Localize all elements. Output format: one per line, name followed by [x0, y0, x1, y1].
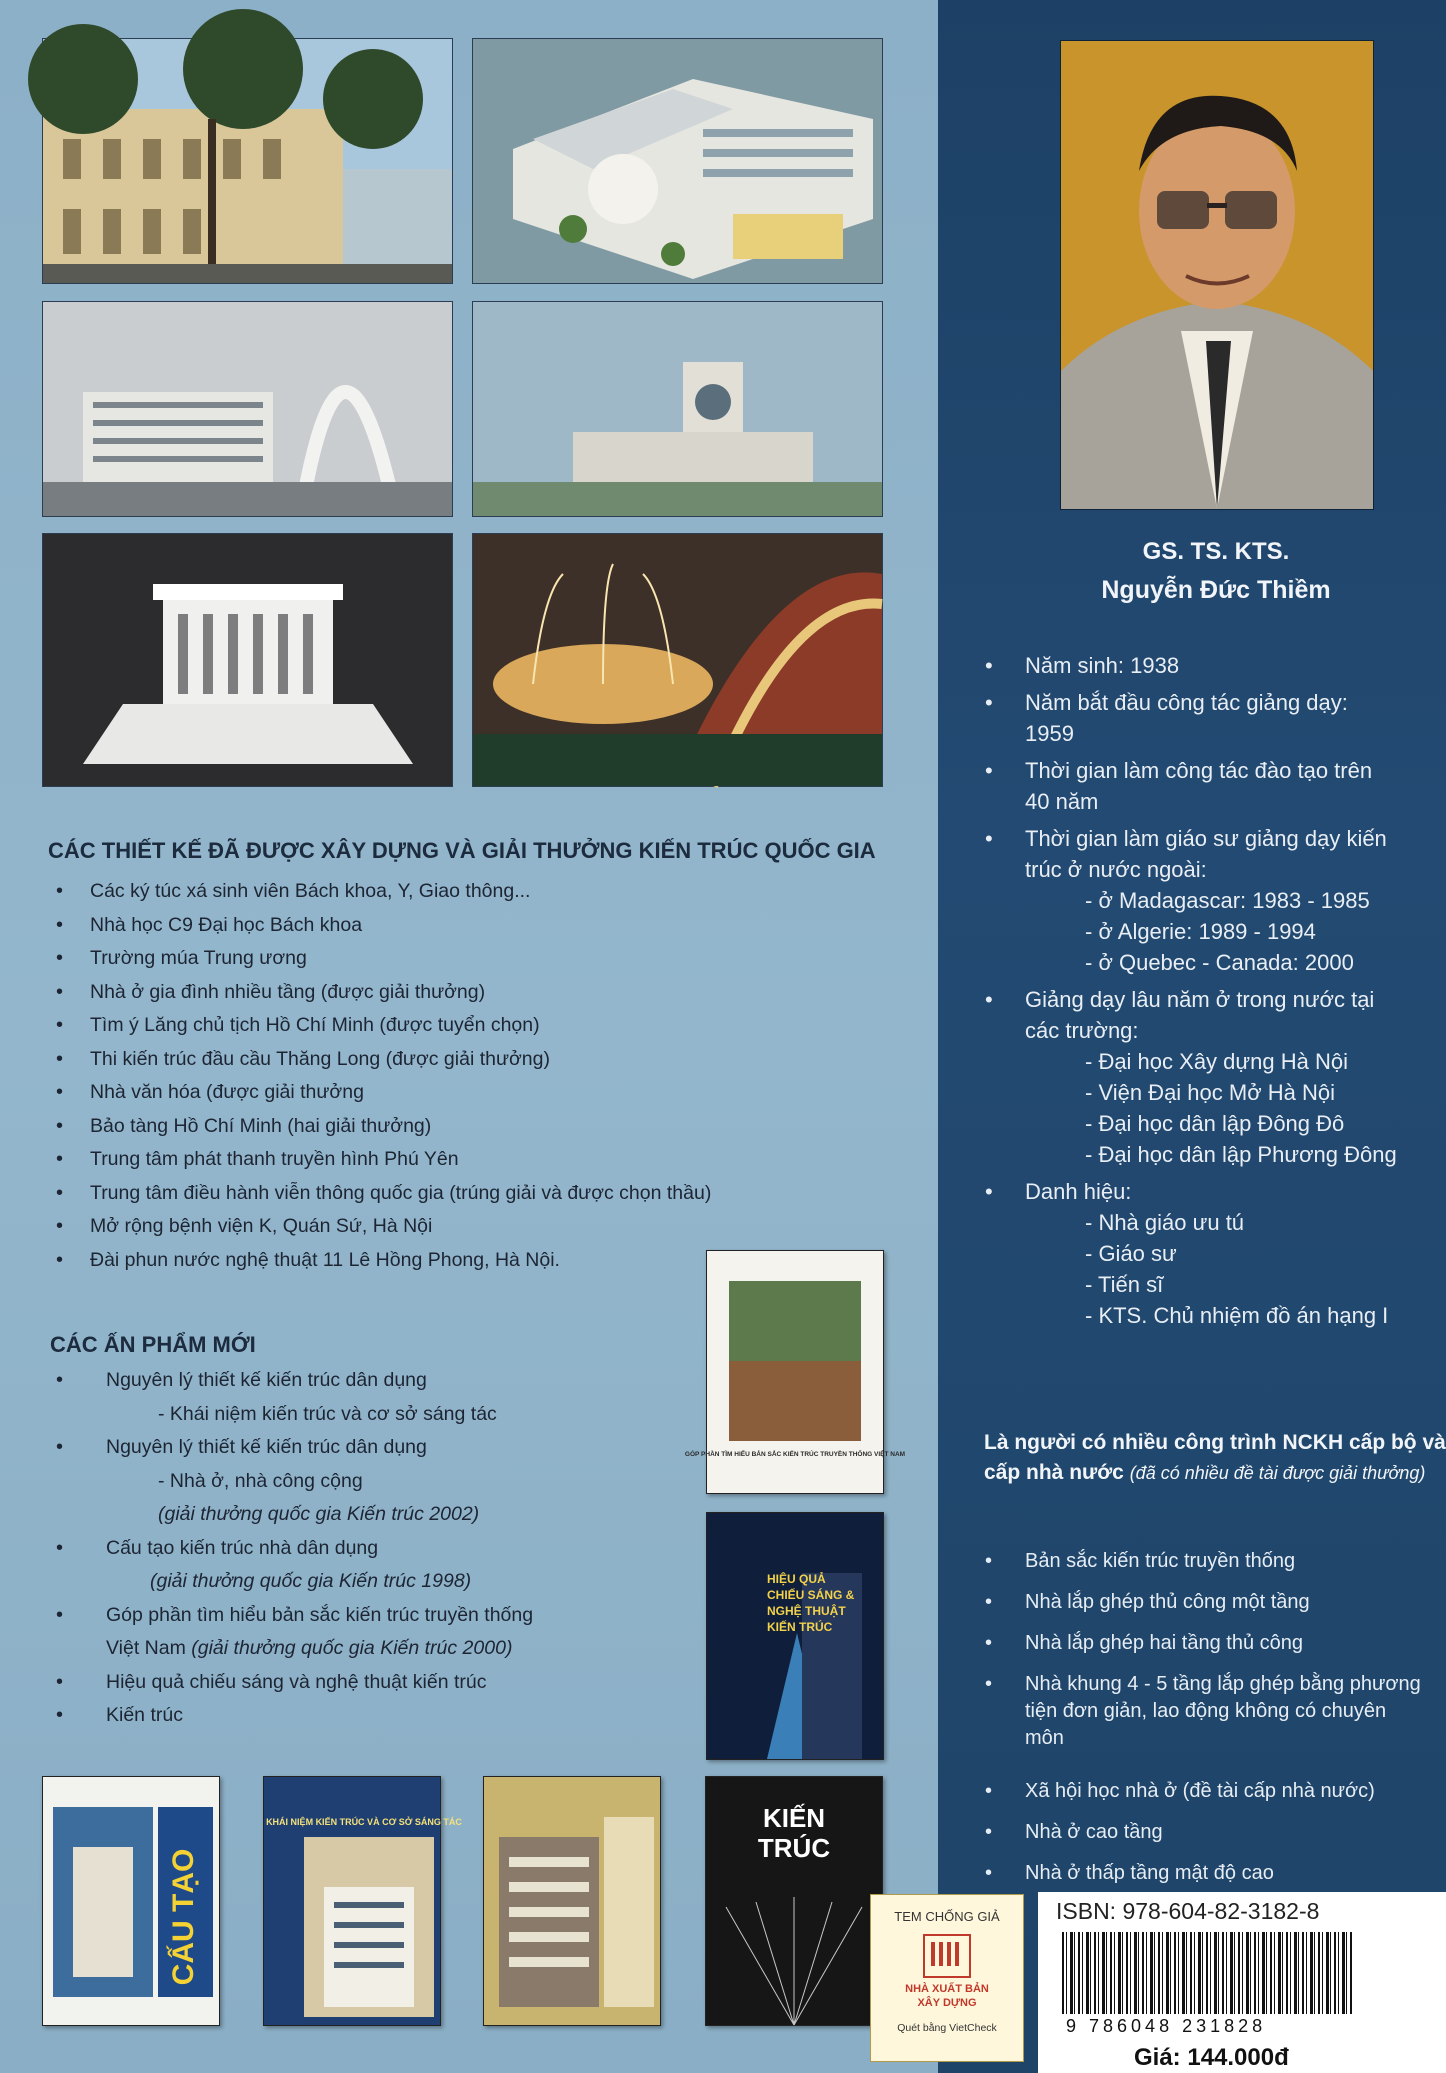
list-item: • Xã hội học nhà ở (đề tài cấp nhà nước) [985, 1778, 1425, 1805]
list-item: • Bảo tàng Hồ Chí Minh (hai giải thưởng) [48, 1110, 711, 1144]
publication-award: (giải thưởng quốc gia Kiến trúc 2000) [191, 1637, 513, 1659]
publication-subtitle: - Nhà ở, nhà công cộng [158, 1469, 363, 1492]
photo-arch-gate [42, 301, 453, 517]
list-item: • Nhà ở thấp tầng mật độ cao [985, 1860, 1425, 1887]
list-item [48, 1666, 533, 1700]
list-item: • Nhà học C9 Đại học Bách khoa [48, 909, 711, 943]
publication-title: Kiến trúc [106, 1704, 183, 1726]
list-item: • Nhà ở cao tầng [985, 1819, 1425, 1846]
bio-titles: Danh hiệu: [1025, 1179, 1132, 1204]
list-item: • Nhà lắp ghép hai tầng thủ công [985, 1630, 1425, 1657]
list-item [48, 1532, 533, 1599]
list-item: • Năm sinh: 1938 [985, 650, 1445, 681]
barcode-digits: 9 786048 231828 [1066, 2016, 1267, 2036]
bio-abroad-item: - ở Madagascar: 1983 - 1985 [1085, 888, 1370, 913]
research-heading-text: Là người có nhiều công trình NCKH cấp bộ và cấp nhà nước [984, 1431, 1446, 1484]
bio-teaching-start-year: 1959 [1025, 721, 1074, 746]
publication-title-line2: Việt Nam [106, 1637, 186, 1659]
publication-award: (giải thưởng quốc gia Kiến trúc 2002) [158, 1503, 480, 1525]
built-works-list [48, 875, 711, 1277]
book-cover-cau-tao [42, 1776, 220, 2026]
list-item: • Tìm ý Lăng chủ tịch Hồ Chí Minh (được tuyển chọn) [48, 1009, 711, 1043]
sticker-top-label: TEM CHỐNG GIẢ [894, 1909, 1000, 1924]
book-title: GÓP PHẦN TÌM HIỂU BẢN SẮC KIẾN TRÚC TRUYỀN THỐNG VIỆT NAM [684, 1451, 906, 1458]
book-title: KHÁI NIỆM KIẾN TRÚC VÀ CƠ SỞ SÁNG TÁC [266, 1817, 462, 1827]
bio-domestic-item: - Viện Đại học Mở Hà Nội [1085, 1080, 1336, 1105]
book-title-line: NGHỆ THUẬT [767, 1604, 846, 1618]
publication-title: Nguyên lý thiết kế kiến trúc dân dụng [106, 1436, 427, 1458]
list-item: • Thi kiến trúc đầu cầu Thăng Long (được giải thưởng) [48, 1043, 711, 1077]
bio-domestic-line2: các trường: [1025, 1018, 1139, 1043]
list-item [48, 1431, 533, 1532]
book-title-line: CHIẾU SÁNG & [767, 1588, 855, 1602]
bio-title-item: - Giáo sư [1085, 1241, 1177, 1266]
list-item: • Trung tâm điều hành viễn thông quốc gia (trúng giải và được chọn thầu) [48, 1177, 711, 1211]
isbn-label: ISBN: 978-604-82-3182-8 [1056, 1898, 1320, 1924]
book-cover-hieu-qua [706, 1512, 884, 1760]
publications-list [48, 1364, 533, 1733]
sticker-publisher: NHÀ XUẤT BẢN XÂY DỰNG [905, 1983, 989, 2009]
photo-mausoleum-model [42, 533, 453, 787]
publication-title: Nguyên lý thiết kế kiến trúc dân dụng [106, 1369, 427, 1391]
bio-title-item: - Tiến sĩ [1085, 1272, 1164, 1297]
list-item: • Các ký túc xá sinh viên Bách khoa, Y, Giao thông... [48, 875, 711, 909]
list-item: • Nhà lắp ghép thủ công một tầng [985, 1589, 1425, 1616]
list-item: • Bản sắc kiến trúc truyền thống [985, 1548, 1425, 1575]
book-title: HIỆU QUẢ [767, 1572, 826, 1586]
bio-training: Thời gian làm công tác đào tạo trên [1025, 758, 1373, 783]
publication-award: (giải thưởng quốc gia Kiến trúc 1998) [150, 1570, 472, 1592]
publication-subtitle: - Khái niệm kiến trúc và cơ sở sáng tác [158, 1402, 497, 1425]
author-name: Nguyễn Đức Thiềm [1101, 576, 1331, 604]
publisher-logo-icon [923, 1934, 971, 1978]
book-title-line: TRÚC [757, 1833, 831, 1863]
built-works-heading: CÁC THIẾT KẾ ĐÃ ĐƯỢC XÂY DỰNG VÀ GIẢI THƯỞNG KIẾN TRÚC QUỐC GIA [48, 838, 876, 863]
list-item [48, 1599, 533, 1666]
list-item: • Nhà văn hóa (được giải thưởng [48, 1076, 711, 1110]
list-item [985, 755, 1445, 817]
author-portrait [1060, 40, 1374, 510]
publications-heading: CÁC ẤN PHẨM MỚI [50, 1332, 256, 1357]
book-cover-nguyen-ly [483, 1776, 661, 2026]
bio-abroad-line2: trúc ở nước ngoài: [1025, 857, 1207, 882]
book-title-line: KIẾN TRÚC [767, 1620, 833, 1634]
photo-fountain [472, 533, 883, 787]
bio-domestic-item: - Đại học dân lập Phương Đông [1085, 1142, 1397, 1167]
book-title: CẤU TẠO [167, 1848, 200, 1986]
list-item: • Trung tâm phát thanh truyền hình Phú Yên [48, 1143, 711, 1177]
research-heading-note: (đã có nhiều đề tài được giải thưởng) [1129, 1463, 1426, 1483]
book-cover-kien-truc [705, 1776, 883, 2026]
research-list [985, 1548, 1425, 1901]
photo-tower-building [472, 301, 883, 517]
list-item [48, 1364, 533, 1431]
list-item: • Đài phun nước nghệ thuật 11 Lê Hồng Phong, Hà Nội. [48, 1244, 711, 1278]
publication-title: Góp phần tìm hiểu bản sắc kiến trúc truyền thống [106, 1603, 534, 1626]
publication-title: Cấu tạo kiến trúc nhà dân dụng [106, 1536, 379, 1559]
list-item [985, 984, 1445, 1170]
bio-abroad: Thời gian làm giáo sư giảng dạy kiến [1025, 826, 1387, 851]
price-label: Giá: 144.000đ [1134, 2044, 1289, 2071]
bio-training-years: 40 năm [1025, 789, 1099, 814]
list-item [985, 687, 1445, 749]
bio-abroad-item: - ở Quebec - Canada: 2000 [1085, 950, 1354, 975]
list-item [985, 1176, 1445, 1331]
bio-list [985, 650, 1445, 1337]
list-item: • Nhà khung 4 - 5 tầng lắp ghép bằng phương tiện đơn giản, lao động không có chuyên môn [985, 1671, 1425, 1752]
research-heading [984, 1428, 1446, 1488]
bio-domestic: Giảng dạy lâu năm ở trong nước tại [1025, 987, 1375, 1012]
bio-abroad-item: - ở Algerie: 1989 - 1994 [1085, 919, 1316, 944]
list-item [985, 823, 1445, 978]
list-item: • Mở rộng bệnh viện K, Quán Sứ, Hà Nội [48, 1210, 711, 1244]
book-cover-khai-niem [263, 1776, 462, 2026]
bio-teaching-start: Năm bắt đầu công tác giảng dạy: [1025, 690, 1348, 715]
bio-domestic-item: - Đại học Xây dựng Hà Nội [1085, 1049, 1348, 1074]
barcode-panel [1038, 1892, 1446, 2073]
publication-title: Hiệu quả chiếu sáng và nghệ thuật kiến trúc [106, 1670, 487, 1693]
author-title: GS. TS. KTS. [1142, 538, 1290, 565]
barcode-icon [1062, 1932, 1352, 2014]
anti-counterfeit-sticker [870, 1894, 1024, 2062]
book-title: KIẾN [762, 1803, 826, 1833]
list-item: • Nhà ở gia đình nhiều tầng (được giải thưởng) [48, 976, 711, 1010]
book-cover-gop-phan [684, 1250, 906, 1494]
bio-title-item: - KTS. Chủ nhiệm đồ án hạng I [1085, 1303, 1389, 1328]
list-item [48, 1699, 533, 1733]
list-item: • Trường múa Trung ương [48, 942, 711, 976]
photo-campus-model [472, 38, 883, 284]
bio-title-item: - Nhà giáo ưu tú [1085, 1210, 1245, 1235]
photo-colonial-building [42, 38, 453, 284]
sticker-bottom-label: Quét bằng VietCheck [897, 2022, 997, 2034]
bio-domestic-item: - Đại học dân lập Đông Đô [1085, 1111, 1345, 1136]
